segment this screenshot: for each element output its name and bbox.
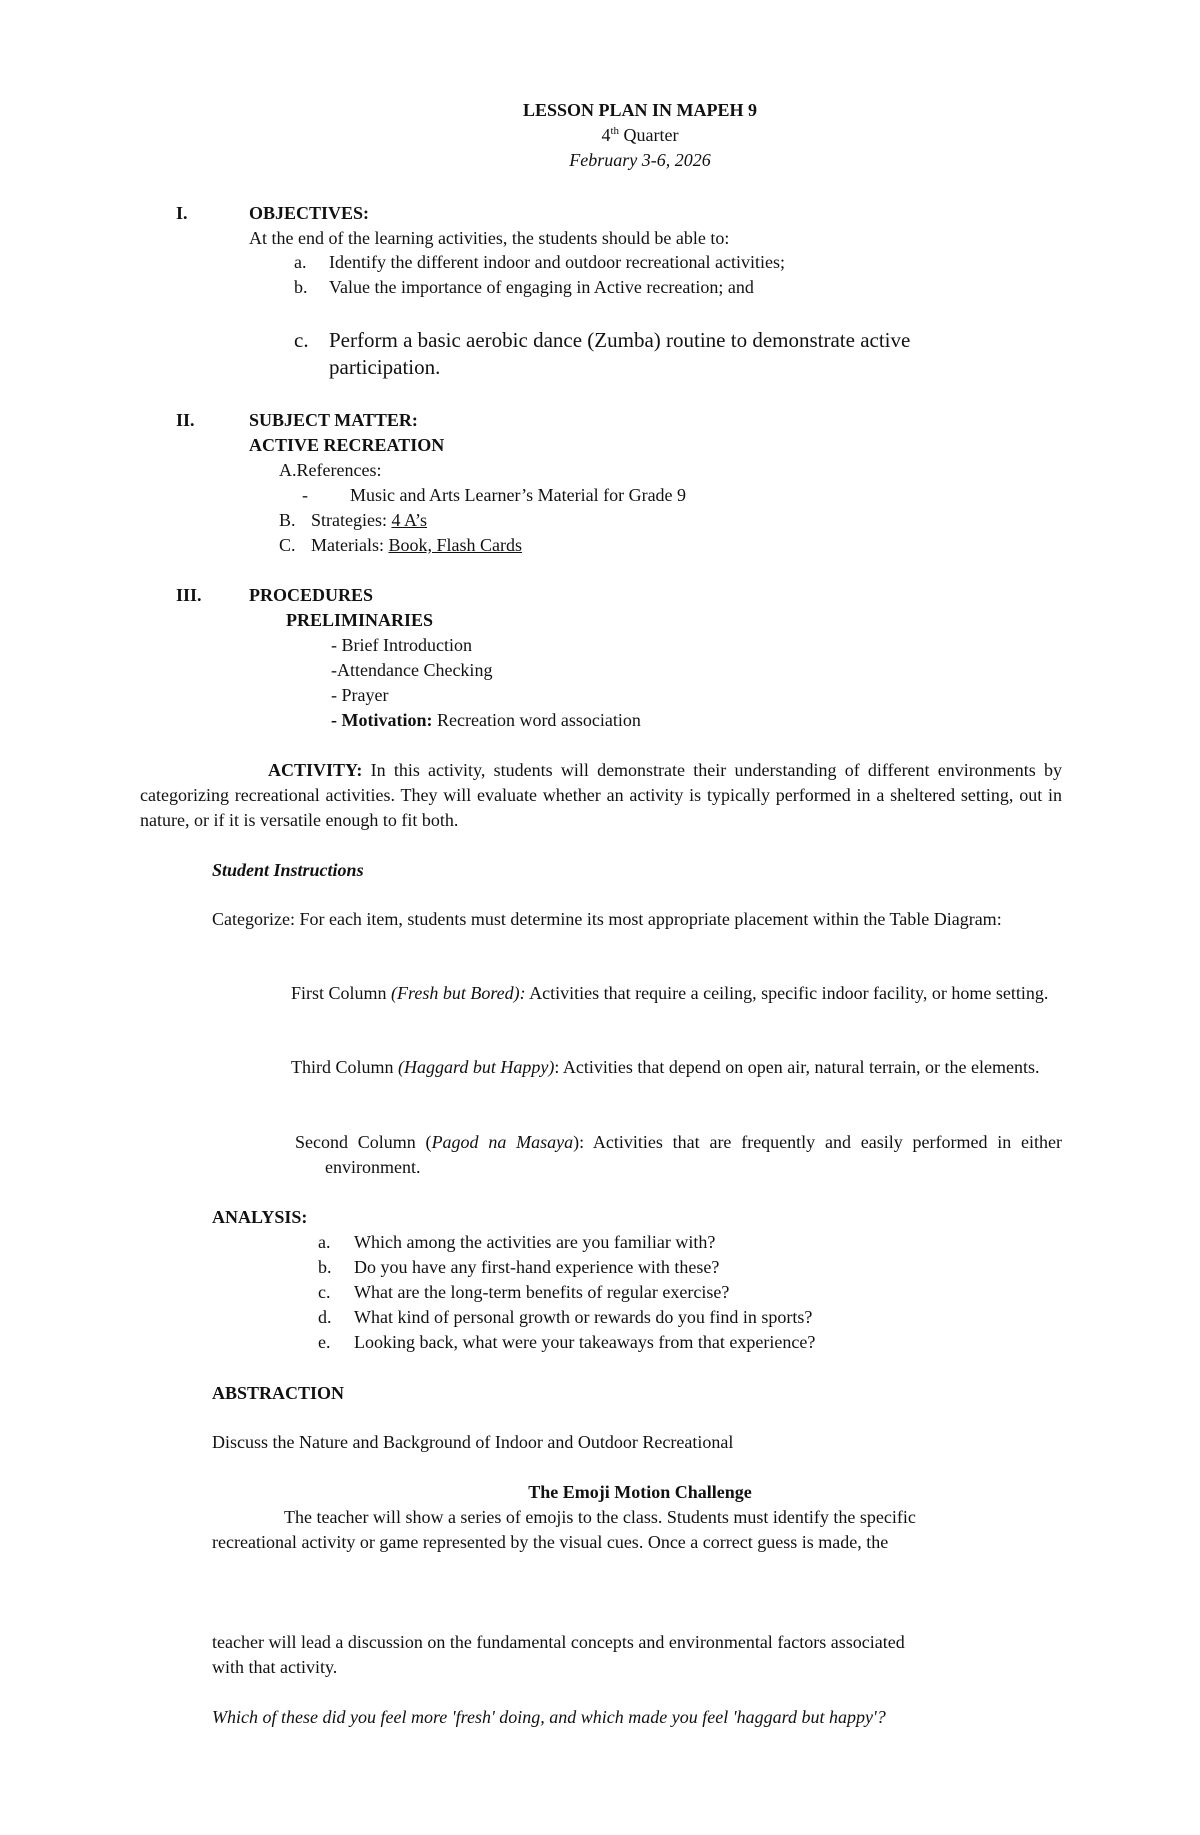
categorize-instruction: Categorize: For each item, students must determine its most appropriate placement within the Table Diagram: [212, 909, 1002, 929]
preliminary-item: - Brief Introduction [331, 635, 472, 655]
materials-label: Materials: [311, 535, 384, 555]
activity-paragraph [140, 758, 1062, 833]
analysis-d-marker: d. [318, 1307, 332, 1327]
analysis-e-marker: e. [318, 1332, 331, 1352]
objectives-intro: At the end of the learning activities, the students should be able to: [249, 228, 730, 248]
analysis-b-text: Do you have any first-hand experience with these? [354, 1257, 720, 1277]
emoji-challenge-line: recreational activity or game represented by the visual cues. Once a correct guess is made, the [212, 1532, 889, 1552]
preliminary-item: -Attendance Checking [331, 660, 493, 680]
analysis-d-text: What kind of personal growth or rewards do you find in sports? [354, 1307, 813, 1327]
student-instructions-heading: Student Instructions [212, 860, 364, 880]
objective-b-marker: b. [294, 277, 308, 297]
materials-line [311, 533, 522, 558]
first-column-text: Activities that require a ceiling, specific indoor facility, or home setting. [525, 983, 1049, 1003]
objectives-heading: OBJECTIVES: [249, 203, 370, 223]
strategies-line [311, 508, 427, 533]
second-column-instruction [295, 1130, 1062, 1180]
abstraction-heading: ABSTRACTION [212, 1383, 345, 1403]
objective-c-marker: c. [294, 328, 309, 352]
reflection-question: Which of these did you feel more 'fresh' doing, and which made you feel 'haggard but happy'? [212, 1707, 886, 1727]
subject-numeral: II. [176, 410, 195, 430]
quarter-suffix: th [610, 125, 620, 137]
subject-heading: SUBJECT MATTER: [249, 410, 418, 430]
third-column-prefix: Third Column [291, 1057, 398, 1077]
objective-a-marker: a. [294, 252, 307, 272]
activity-text: In this activity, students will demonstrate their understanding of different environments by categorizing recreational activities. They will evaluate whether an activity is typically performed in a sheltered setting, out in nature, or if it is versatile enough to fit both. [140, 760, 1062, 830]
motivation-label: Motivation: [341, 710, 433, 730]
strategies-label: Strategies: [311, 510, 387, 530]
emoji-challenge-title: The Emoji Motion Challenge [528, 1482, 752, 1502]
abstraction-text: Discuss the Nature and Background of Indoor and Outdoor Recreational [212, 1432, 734, 1452]
quarter-word: Quarter [623, 125, 679, 145]
second-column-text: ): Activities that are frequently and easily performed in either environment. [325, 1132, 1063, 1177]
materials-value: Book, Flash Cards [388, 535, 522, 555]
objective-b-text: Value the importance of engaging in Active recreation; and [329, 277, 754, 297]
second-column-name: Pagod na Masaya [431, 1132, 574, 1152]
references-label: A.References: [279, 460, 382, 480]
objectives-numeral: I. [176, 203, 188, 223]
procedures-numeral: III. [176, 585, 202, 605]
analysis-e-text: Looking back, what were your takeaways from that experience? [354, 1332, 816, 1352]
third-column-name: (Haggard but Happy) [398, 1057, 555, 1077]
emoji-challenge-line: teacher will lead a discussion on the fundamental concepts and environmental factors associated [212, 1632, 905, 1652]
quarter-line [0, 123, 1200, 148]
activity-label: ACTIVITY: [268, 760, 363, 780]
analysis-c-marker: c. [318, 1282, 331, 1302]
first-column-name: (Fresh but Bored): [391, 983, 526, 1003]
materials-marker: C. [279, 535, 296, 555]
objective-c-text: Perform a basic aerobic dance (Zumba) routine to demonstrate active [329, 328, 911, 352]
first-column-instruction [291, 981, 1097, 1006]
strategies-value: 4 A’s [391, 510, 428, 530]
lesson-date: February 3-6, 2026 [569, 150, 711, 170]
emoji-challenge-line: The teacher will show a series of emojis to the class. Students must identify the specific [284, 1507, 916, 1527]
second-column-prefix: Second Column ( [295, 1132, 432, 1152]
third-column-instruction [291, 1055, 1062, 1080]
objective-a-text: Identify the different indoor and outdoor recreational activities; [329, 252, 786, 272]
preliminary-item: - Prayer [331, 685, 389, 705]
reference-dash: - [302, 485, 308, 505]
analysis-heading: ANALYSIS: [212, 1207, 308, 1227]
emoji-challenge-line: with that activity. [212, 1657, 338, 1677]
motivation-line [331, 708, 641, 733]
subject-topic: ACTIVE RECREATION [249, 435, 445, 455]
document-title: LESSON PLAN IN MAPEH 9 [522, 100, 758, 120]
preliminaries-heading: PRELIMINARIES [286, 610, 434, 630]
third-column-text: : Activities that depend on open air, natural terrain, or the elements. [554, 1057, 1040, 1077]
first-column-prefix: First Column [291, 983, 392, 1003]
motivation-text: Recreation word association [436, 710, 641, 730]
analysis-a-marker: a. [318, 1232, 331, 1252]
analysis-b-marker: b. [318, 1257, 332, 1277]
procedures-heading: PROCEDURES [249, 585, 374, 605]
objective-c-text-continued: participation. [329, 355, 441, 379]
analysis-c-text: What are the long-term benefits of regular exercise? [354, 1282, 730, 1302]
reference-item: Music and Arts Learner’s Material for Grade 9 [350, 485, 687, 505]
strategies-marker: B. [279, 510, 296, 530]
quarter-number: 4 [601, 125, 611, 145]
analysis-a-text: Which among the activities are you familiar with? [354, 1232, 716, 1252]
motivation-prefix: - [331, 710, 342, 730]
